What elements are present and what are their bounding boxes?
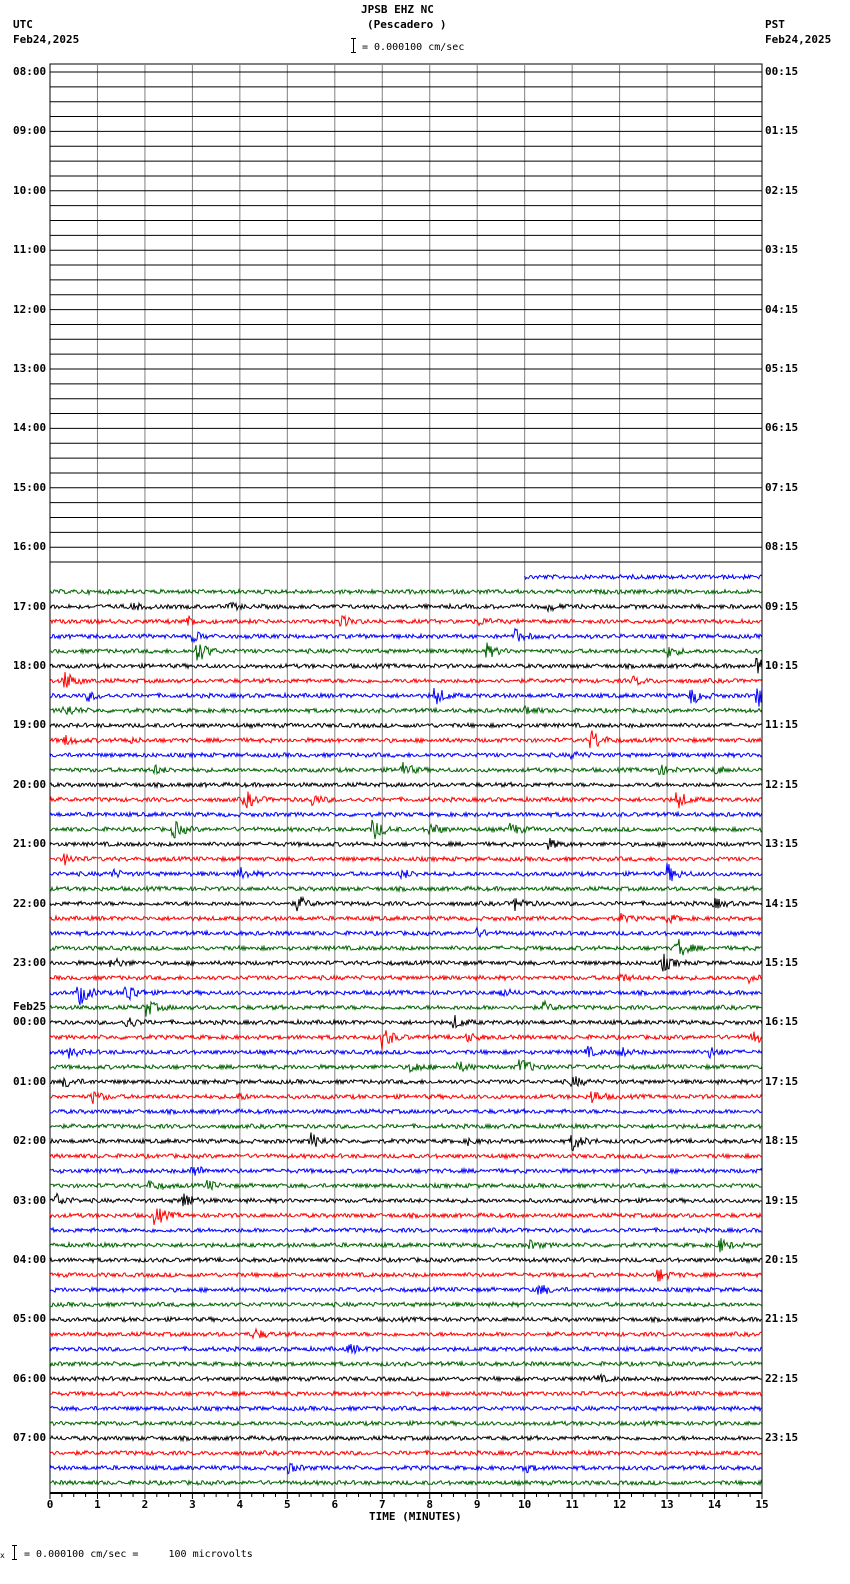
seismic-trace bbox=[50, 1015, 762, 1028]
pst-hour-label: 12:15 bbox=[765, 777, 799, 791]
utc-hour-label: 13:00 bbox=[13, 362, 47, 375]
seismic-trace bbox=[50, 1344, 762, 1353]
utc-hour-label: 09:00 bbox=[13, 124, 47, 138]
utc-hour-label: 00:00 bbox=[13, 1015, 47, 1029]
pst-hour-label: 08:15 bbox=[765, 540, 799, 554]
pst-hour-label: 14:15 bbox=[765, 896, 799, 910]
x-tick-label: 10 bbox=[518, 1498, 532, 1511]
pst-hour-label: 10:15 bbox=[765, 659, 799, 672]
utc-hour-label: 20:00 bbox=[13, 777, 47, 791]
x-tick-label: 0 bbox=[46, 1498, 54, 1511]
seismic-trace bbox=[50, 812, 762, 817]
x-tick-label: 7 bbox=[378, 1498, 386, 1511]
x-tick-label: 11 bbox=[565, 1498, 579, 1511]
seismic-trace bbox=[50, 1046, 762, 1059]
plot-frame bbox=[50, 64, 762, 1493]
seismic-trace bbox=[50, 589, 762, 594]
seismic-trace bbox=[50, 1030, 762, 1049]
x-tick-label: 9 bbox=[473, 1498, 481, 1511]
seismic-trace bbox=[50, 939, 762, 955]
seismic-trace bbox=[50, 1180, 762, 1189]
seismic-trace bbox=[50, 1464, 762, 1474]
utc-hour-label: 18:00 bbox=[13, 659, 47, 672]
seismic-trace bbox=[50, 1329, 762, 1338]
seismic-trace bbox=[50, 1302, 762, 1307]
seismic-trace bbox=[50, 1109, 762, 1114]
seismic-trace bbox=[50, 1481, 762, 1486]
seismic-trace bbox=[50, 1194, 762, 1207]
utc-hour-label: 12:00 bbox=[13, 302, 47, 316]
seismic-trace bbox=[50, 1228, 762, 1233]
seismic-trace bbox=[50, 1238, 762, 1252]
seismic-trace bbox=[50, 820, 762, 839]
seismic-trace bbox=[50, 974, 762, 983]
seismic-trace bbox=[50, 1375, 762, 1383]
utc-hour-label: 06:00 bbox=[13, 1371, 47, 1385]
pst-hour-label: 09:15 bbox=[765, 599, 799, 613]
seismic-trace bbox=[50, 1124, 762, 1129]
utc-hour-label: 10:00 bbox=[13, 183, 47, 197]
utc-hour-label: 21:00 bbox=[13, 837, 47, 851]
x-tick-label: 8 bbox=[426, 1498, 434, 1511]
pst-hour-label: 16:15 bbox=[765, 1015, 799, 1029]
seismic-trace bbox=[50, 913, 762, 923]
seismic-trace bbox=[50, 792, 762, 809]
utc-hour-label: 08:00 bbox=[13, 65, 47, 78]
seismic-trace bbox=[50, 1209, 762, 1225]
seismic-trace bbox=[50, 1059, 762, 1072]
left-date: Feb24,2025 bbox=[13, 33, 80, 46]
pst-hour-label: 18:15 bbox=[765, 1134, 799, 1148]
seismic-trace bbox=[525, 575, 762, 579]
seismic-trace bbox=[50, 1076, 762, 1087]
x-tick-label: 2 bbox=[141, 1498, 149, 1511]
utc-hour-label: 01:00 bbox=[13, 1074, 47, 1088]
seismic-trace bbox=[50, 838, 762, 850]
seismic-trace bbox=[50, 987, 762, 1005]
seismic-trace bbox=[50, 782, 762, 787]
utc-hour-label: 04:00 bbox=[13, 1253, 47, 1266]
seismic-trace bbox=[50, 928, 762, 937]
seismic-trace bbox=[50, 1391, 762, 1396]
seismic-trace bbox=[50, 1132, 762, 1150]
utc-hour-label: 19:00 bbox=[13, 718, 47, 732]
seismic-trace bbox=[50, 1269, 762, 1281]
pst-hour-label: 00:15 bbox=[765, 65, 799, 78]
seismic-trace bbox=[50, 854, 762, 866]
pst-hour-label: 03:15 bbox=[765, 243, 799, 257]
station-location: (Pescadero ) bbox=[367, 18, 447, 31]
x-tick-label: 6 bbox=[331, 1498, 339, 1511]
pst-hour-label: 22:15 bbox=[765, 1371, 799, 1385]
x-tick-label: 1 bbox=[94, 1498, 101, 1511]
seismic-trace bbox=[50, 1451, 762, 1456]
seismic-trace bbox=[50, 1285, 762, 1295]
seismic-trace bbox=[50, 886, 762, 891]
x-tick-label: 13 bbox=[660, 1498, 674, 1511]
seismic-trace bbox=[50, 1362, 762, 1367]
seismic-trace bbox=[50, 752, 762, 759]
pst-hour-label: 05:15 bbox=[765, 362, 799, 375]
pst-hour-label: 06:15 bbox=[765, 421, 799, 435]
date-change-label: Feb25 bbox=[13, 1000, 47, 1014]
seismic-trace bbox=[50, 1317, 762, 1322]
pst-hour-label: 19:15 bbox=[765, 1193, 799, 1207]
utc-hour-label: 14:00 bbox=[13, 421, 47, 435]
x-tick-label: 5 bbox=[284, 1498, 291, 1511]
utc-hour-label: 03:00 bbox=[13, 1193, 47, 1207]
pst-hour-label: 21:15 bbox=[765, 1312, 799, 1326]
seismic-trace bbox=[50, 723, 762, 728]
seismic-trace bbox=[50, 1436, 762, 1441]
seismic-trace bbox=[50, 687, 762, 706]
seismic-trace bbox=[50, 1258, 762, 1263]
pst-hour-label: 07:15 bbox=[765, 480, 799, 494]
seismic-trace bbox=[50, 706, 762, 714]
utc-hour-label: 22:00 bbox=[13, 896, 47, 910]
pst-hour-label: 01:15 bbox=[765, 124, 799, 138]
pst-hour-label: 11:15 bbox=[765, 718, 799, 732]
seismic-trace bbox=[50, 863, 762, 881]
pst-hour-label: 15:15 bbox=[765, 956, 799, 969]
seismic-trace bbox=[50, 762, 762, 774]
pst-hour-label: 17:15 bbox=[765, 1074, 799, 1088]
utc-hour-label: 05:00 bbox=[13, 1312, 47, 1326]
scale-text: = 0.000100 cm/sec bbox=[362, 42, 465, 53]
x-axis-label: TIME (MINUTES) bbox=[369, 1510, 462, 1523]
pst-hour-label: 20:15 bbox=[765, 1253, 799, 1266]
utc-hour-label: 07:00 bbox=[13, 1431, 47, 1445]
x-tick-label: 14 bbox=[707, 1498, 722, 1511]
station-title: JPSB EHZ NC bbox=[361, 3, 434, 16]
utc-hour-label: 16:00 bbox=[13, 540, 47, 554]
seismic-trace bbox=[50, 629, 762, 642]
seismic-trace bbox=[50, 1091, 762, 1104]
seismic-trace bbox=[50, 672, 762, 688]
left-timezone: UTC bbox=[13, 18, 33, 31]
seismic-trace bbox=[50, 603, 762, 612]
right-date: Feb24,2025 bbox=[765, 33, 832, 46]
seismic-trace bbox=[50, 1167, 762, 1176]
seismic-trace bbox=[50, 954, 762, 972]
seismic-trace bbox=[50, 658, 762, 673]
x-tick-label: 3 bbox=[189, 1498, 196, 1511]
utc-hour-label: 02:00 bbox=[13, 1134, 47, 1148]
seismic-trace bbox=[50, 1001, 762, 1017]
pst-hour-label: 13:15 bbox=[765, 837, 799, 851]
seismic-trace bbox=[50, 616, 762, 626]
footer-scale-bar-icon bbox=[12, 1545, 17, 1560]
seismic-trace bbox=[50, 897, 762, 911]
pst-hour-label: 23:15 bbox=[765, 1431, 799, 1445]
utc-hour-label: 23:00 bbox=[13, 956, 47, 969]
utc-hour-label: 17:00 bbox=[13, 599, 47, 613]
seismic-trace bbox=[50, 1406, 762, 1411]
seismic-trace bbox=[50, 1421, 762, 1426]
pst-hour-label: 02:15 bbox=[765, 183, 799, 197]
pst-hour-label: 04:15 bbox=[765, 302, 799, 316]
x-tick-label: 4 bbox=[236, 1498, 244, 1511]
utc-hour-label: 15:00 bbox=[13, 480, 47, 494]
right-timezone: PST bbox=[765, 18, 785, 31]
seismic-trace bbox=[50, 730, 762, 748]
x-tick-label: 12 bbox=[612, 1498, 627, 1511]
utc-hour-label: 11:00 bbox=[13, 243, 47, 257]
seismic-trace bbox=[50, 1154, 762, 1159]
footer-prefix: x bbox=[0, 1551, 5, 1560]
seismic-trace bbox=[50, 643, 762, 661]
footer-scale-text: = 0.000100 cm/sec = 100 microvolts bbox=[24, 1549, 253, 1560]
x-tick-label: 15 bbox=[755, 1498, 769, 1511]
